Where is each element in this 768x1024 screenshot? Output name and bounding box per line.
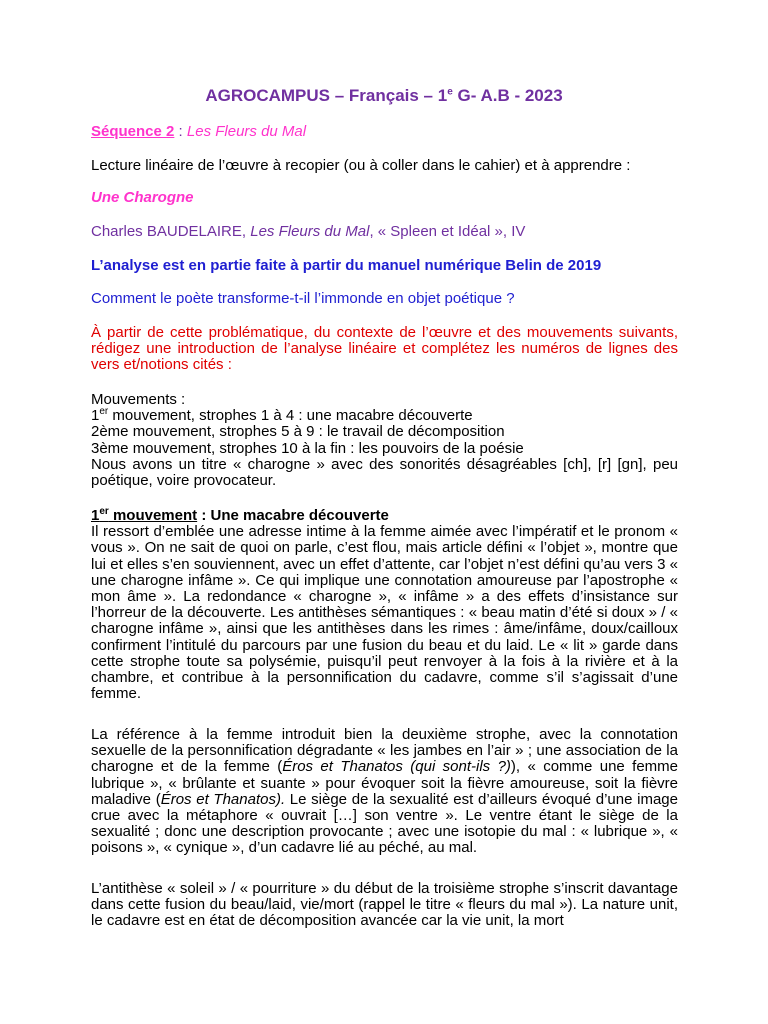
movements-block — [91, 392, 678, 489]
section-1-paragraph-3: L’antithèse « soleil » / « pourriture » du début de la troisième strophe s’inscrit davantage dans cette fusion du beau/laid, vie/mort (rappel le titre « fleurs du mal »). La nature unit, le cadavre est en état de décomposition avancée car la vie unit, la mort — [91, 880, 678, 930]
poem-title: Une Charogne — [91, 189, 194, 206]
title-note: Nous avons un titre « charogne » avec des sonorités désagréables [ch], [r] [gn], peu poétique, voire provocateur. — [91, 455, 678, 490]
instruction-text: Lecture linéaire de l’œuvre à recopier (ou à coller dans le cahier) et à apprendre : — [91, 157, 631, 174]
section-1 — [91, 508, 678, 702]
movement-3: 3ème mouvement, strophes 10 à la fin : les pouvoirs de la poésie — [91, 439, 524, 457]
page-title: AGROCAMPUS – Français – 1e G- A.B - 2023 — [205, 86, 563, 105]
movement-1: 1er mouvement, strophes 1 à 4 : une macabre découverte — [91, 406, 473, 425]
section-1-heading: 1er mouvement : Une macabre découverte — [91, 506, 389, 524]
movements-heading: Mouvements : — [91, 391, 186, 408]
sequence-work: Les Fleurs du Mal — [186, 123, 307, 140]
sequence-line: Séquence 2 : Les Fleurs du Mal — [91, 123, 307, 140]
problem-statement: Comment le poète transforme-t-il l’immonde en objet poétique ? — [91, 290, 515, 307]
movement-2: 2ème mouvement, strophes 5 à 9 : le travail de décomposition — [91, 423, 505, 441]
section-1-paragraph-1: Il ressort d’emblée une adresse intime à la femme aimée avec l’impératif et le pronom « vous ». On ne sait de quoi on parle, c’est flou, mais article défini « l’objet », montre que lui et elles s’en souviennent, avec un effet d’attente, car l’objet n’est défini qu’au vers 3 « une charogne infâme ». Ce qui implique une connotation amoureuse par l’apostrophe « mon âme ». La redondance « charogne », « infâme » a des effets d’insistance sur l’horreur de la découverte. Les antithèses sémantiques : « beau matin d’été si doux » / « charogne infâme », ainsi que les antithèses dans les rimes : âme/infâme, doux/cailloux confirment l’intitulé du parcours par une fusion du beau et du laid. Le « lit » garde dans cette strophe toute sa polysémie, puisqu’il peut renvoyer à la fois à la rivière et à la chambre, et contribue à la personnification du cadavre, comme s’il s’agissait d’une femme. — [91, 523, 678, 703]
source-line: Charles BAUDELAIRE, Les Fleurs du Mal, « Spleen et Idéal », IV — [91, 223, 526, 240]
manual-note: L’analyse est en partie faite à partir du manuel numérique Belin de 2019 — [91, 257, 602, 274]
assignment-text: À partir de cette problématique, du contexte de l’œuvre et des mouvements suivants, rédigez une introduction de l’analyse linéaire et complétez les numéros de lignes des vers et/notions cités : — [91, 324, 678, 374]
sequence-label: Séquence 2 — [91, 123, 175, 140]
section-1-paragraph-2: La référence à la femme introduit bien la deuxième strophe, avec la connotation sexuelle de la personnification dégradante « les jambes en l’air » ; une association de la charogne et de la femme (Éros et Thanatos (qui sont-ils ?)), « comme une femme lubrique », « brûlante et suante » pour évoquer soit la fièvre amoureuse, soit la fièvre maladive (Éros et Thanatos). Le siège de la sexualité est d’ailleurs évoqué d’une image crue avec la métaphore « ouvrait […] son ventre ». Le ventre étant le siège de la sexualité ; donc une description provocante ; avec une isotopie du mal : « lubrique », « poisons », « cynique », d’un cadavre lié au péché, au mal. — [91, 726, 679, 857]
